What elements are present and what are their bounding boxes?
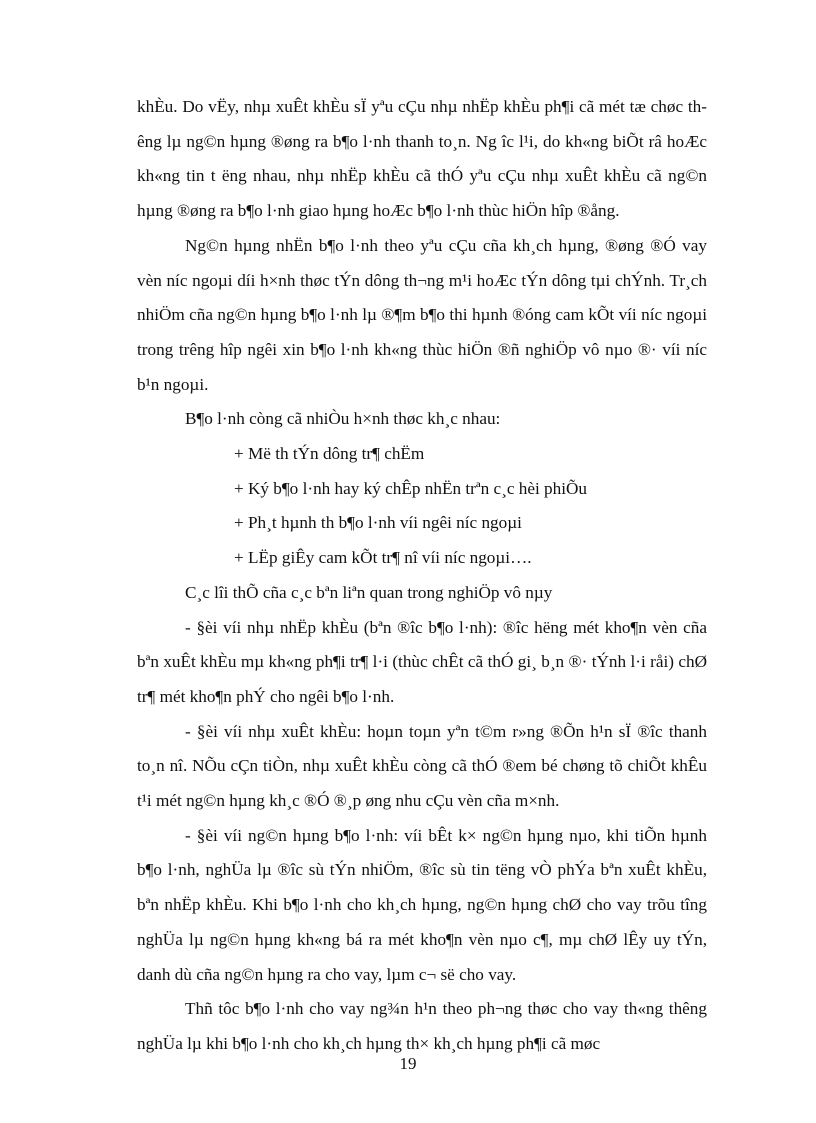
list-item: + LËp giÊy cam kÕt tr¶ nî víi níc ngoµi…. xyxy=(234,548,532,568)
benefit-paragraph: - §èi víi ng©n hµng b¶o l·nh: víi bÊt k× ng©n hµng nµo, khi tiÕn hµnh b¶o l·nh, nghÜa lµ ®îc sù tÝn nhiÖm, ®îc sù tin tëng vÒ phÝa bªn xuÊt khÈu, bªn nhËp khÈu. Khi b¶o l·nh cho kh¸ch hµng, ng©n hµng chØ cho vay trõu tîng nghÜa lµ ng©n hµng kh«ng bá ra mét kho¶n vèn nµo c¶, mµ chØ lÊy uy tÝn, danh dù cña ng©n hµng ra cho vay, lµm c¬ së cho vay. xyxy=(137,825,707,984)
benefit-paragraph: - §èi víi nhµ nhËp khÈu (bªn ®îc b¶o l·nh): ®îc hëng mét kho¶n vèn cña bªn xuÊt khÈu mµ kh«ng ph¶i tr¶ l·i (thùc chÊt cã thÓ gi¸ b¸n ®· tÝnh l·i råi) chØ tr¶ mét kho¶n phÝ cho ngêi b¶o l·nh. xyxy=(137,617,707,706)
paragraph: Ng©n hµng nhËn b¶o l·nh theo yªu cÇu cña kh¸ch hµng, ®øng ®Ó vay vèn níc ngoµi díi h×nh thøc tÝn dông th¬ng m¹i hoÆc tÝn dông tµi chÝnh. Tr¸ch nhiÖm cña ng©n hµng b¶o l·nh lµ ®¶m b¶o thi hµnh ®óng cam kÕt víi níc ngoµi trong trêng hîp ngêi xin b¶o l·nh kh«ng thùc hiÖn ®ñ nghiÖp vô nµo ®· víi níc b¹n ngoµi. xyxy=(137,235,707,394)
paragraph: khÈu. Do vËy, nhµ xuÊt khÈu sÏ yªu cÇu nhµ nhËp khÈu ph¶i cã mét tæ chøc th êng lµ ng©n hµng ®øng ra b¶o l·nh thanh to¸n. Ng îc l¹i, do kh«ng biÕt râ hoÆc kh«ng tin t ëng nhau, nhµ nhËp khÈu cã thÓ yªu cÇu nhµ xuÊt khÈu cã ng©n hµng ®øng ra b¶o l·nh giao hµng hoÆc b¶o l·nh thùc hiÖn hîp ®ång. xyxy=(137,97,707,221)
list-item: + Ký b¶o l·nh hay ký chÊp nhËn trªn c¸c hèi phiÕu xyxy=(234,478,588,498)
page-number: 19 xyxy=(399,1054,417,1073)
list-item: + Më th tÝn dông tr¶ chËm xyxy=(234,444,425,464)
section-heading: C¸c lîi thÕ cña c¸c bªn liªn quan trong nghiÖp vô nµy xyxy=(185,582,553,602)
page-body xyxy=(137,90,707,1062)
list-intro: B¶o l·nh còng cã nhiÒu h×nh thøc kh¸c nhau: xyxy=(185,409,501,429)
closing-paragraph: Thñ tôc b¶o l·nh cho vay ng¾n h¹n theo ph¬ng thøc cho vay th«ng thêng nghÜa lµ khi b¶o l·nh cho kh¸ch hµng th× kh¸ch hµng ph¶i cã møc xyxy=(137,999,707,1053)
benefit-paragraph: - §èi víi nhµ xuÊt khÈu: hoµn toµn yªn t©m r»ng ®Õn h¹n sÏ ®îc thanh to¸n nî. NÕu cÇn tiÒn, nhµ xuÊt khÈu còng cã thÓ ®em bé chøng tõ chiÕt khÊu t¹i mét ng©n hµng kh¸c ®Ó ®¸p øng nhu cÇu vèn cña m×nh. xyxy=(137,721,707,811)
list-item: + Ph¸t hµnh th b¶o l·nh víi ngêi níc ngoµi xyxy=(234,513,522,533)
